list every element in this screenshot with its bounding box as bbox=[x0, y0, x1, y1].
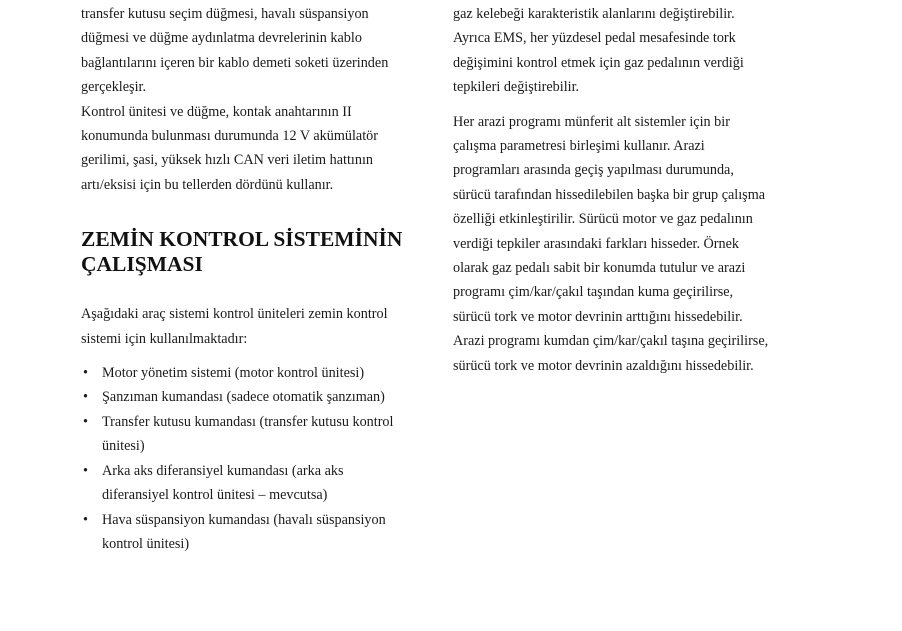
paragraph-cable-connections: transfer kutusu seçim düğmesi, havalı süspansiyon düğmesi ve düğme aydınlatma devrelerinin kablo bağlantılarını içeren bir kablo demeti soketi üzerinden gerçekleşir. bbox=[81, 6, 389, 96]
list-item-text: Transfer kutusu kumandası (transfer kutusu kontrol ünitesi) bbox=[102, 413, 394, 455]
left-column bbox=[81, 0, 426, 556]
section-heading: ZEMİN KONTROL SİSTEMİNİN ÇALIŞMASI bbox=[81, 227, 403, 276]
bullet-icon: • bbox=[83, 511, 88, 528]
bullet-icon: • bbox=[83, 413, 88, 430]
paragraph-terrain-programs: Her arazi programı münferit alt sistemler için bir çalışma parametresi birleşimi kullanır. Arazi programları arasında geçiş yapılması durumunda, sürücü tarafından hissedilebilen başka bir grup çalışma özelliği etkinleştirilir. Sürücü motor ve gaz pedalının verdiği tepkiler arasındaki farkları hisseder. Örnek olarak gaz pedalı sabit bir konumda tutulur ve arazi programı çim/kar/çakıl taşından kuma geçirilirse, sürücü tork ve motor devrinin arttığını hissedebilir. Arazi programı kumdan çim/kar/çakıl taşına geçirilirse, sürücü tork ve motor devrinin azaldığını hissedebilir. bbox=[453, 113, 769, 374]
list-item bbox=[81, 361, 426, 385]
list-item-text: Şanzıman kumandası (sadece otomatik şanzıman) bbox=[102, 389, 385, 406]
paragraph-throttle-characteristics: gaz kelebeği karakteristik alanlarını değiştirebilir. Ayrıca EMS, her yüzdesel pedal mesafesinde tork değişimini kontrol etmek için gaz pedalının verdiği tepkileri değiştirebilir. bbox=[453, 6, 744, 96]
intro-paragraph: Aşağıdaki araç sistemi kontrol üniteleri zemin kontrol sistemi için kullanılmaktadır: bbox=[81, 306, 388, 347]
bullet-icon: • bbox=[83, 365, 88, 382]
list-item-text: Hava süspansiyon kumandası (havalı süspansiyon kontrol ünitesi) bbox=[102, 511, 386, 552]
bullet-icon: • bbox=[83, 389, 88, 406]
list-item-text: Motor yönetim sistemi (motor kontrol ünitesi) bbox=[102, 365, 365, 382]
list-item-text: Arka aks diferansiyel kumandası (arka aks diferansiyel kontrol ünitesi – mevcutsa) bbox=[102, 462, 344, 504]
list-item bbox=[81, 459, 426, 508]
list-item bbox=[81, 508, 426, 557]
right-column bbox=[453, 0, 803, 378]
control-units-list bbox=[81, 361, 426, 556]
bullet-icon: • bbox=[83, 462, 88, 479]
list-item bbox=[81, 410, 426, 459]
paragraph-control-unit-wires: Kontrol ünitesi ve düğme, kontak anahtarının II konumunda bulunması durumunda 12 V akümülatör gerilimi, şasi, yüksek hızlı CAN veri iletim hattının artı/eksisi için bu tellerden dördünü kullanır. bbox=[81, 103, 378, 193]
list-item bbox=[81, 385, 426, 409]
